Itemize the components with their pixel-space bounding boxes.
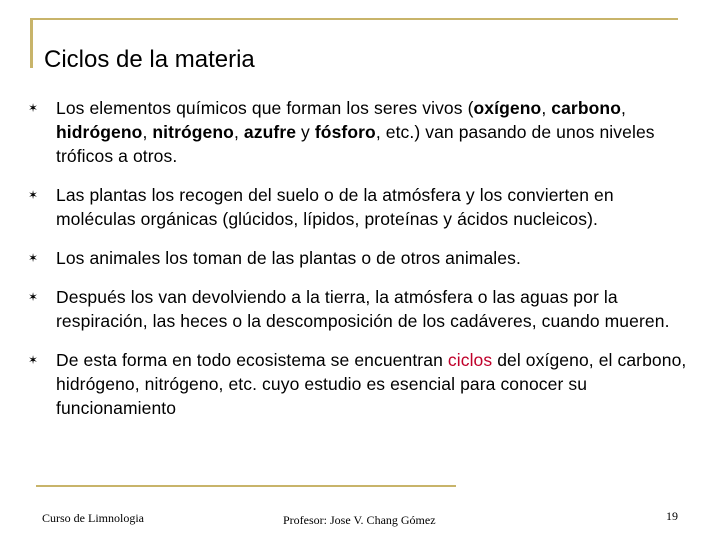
slide-title: Ciclos de la materia [44, 46, 255, 74]
bullet-text [56, 246, 698, 270]
text-run: , [541, 98, 552, 118]
bullet-item [26, 285, 698, 333]
bullet-item [26, 96, 698, 168]
bold-term: hidrógeno [56, 122, 143, 142]
bullet-text [56, 285, 698, 333]
title-top-rule [30, 18, 678, 20]
text-run: del oxígeno, el carbono, hidrógeno, nitrógeno, etc. cuyo estudio es esencial para conocer su funcionamiento [56, 350, 687, 418]
footer-professor: Profesor: Jose V. Chang Gómez [283, 513, 436, 527]
bullet-text [56, 183, 698, 231]
bullet-text [56, 348, 698, 420]
bullet-item [26, 183, 698, 231]
bullet-list [26, 96, 698, 435]
bold-term: nitrógeno [152, 122, 234, 142]
text-run: , [233, 122, 244, 142]
text-run: Las plantas los recogen del suelo o de la atmósfera y los convierten en moléculas orgánicas (glúcidos, lípidos, proteínas y ácidos nucleicos). [56, 185, 614, 229]
star-bullet-icon: ✶ [28, 353, 39, 367]
bold-term: oxígeno [473, 98, 542, 118]
text-run: , etc.) van pasando de unos niveles tróficos a otros. [56, 122, 655, 166]
text-run: , [142, 122, 153, 142]
star-bullet-icon: ✶ [28, 101, 39, 115]
star-bullet-icon: ✶ [28, 188, 39, 202]
footer-course: Curso de Limnologia [42, 511, 144, 525]
footer-rule [36, 485, 456, 487]
bullet-item [26, 348, 698, 420]
text-run: Después los van devolviendo a la tierra, la atmósfera o las aguas por la respiración, las heces o la descomposición de los cadáveres, cuando mueren. [56, 287, 670, 331]
bullet-item [26, 246, 698, 270]
text-run: De esta forma en todo ecosistema se encuentran [56, 350, 448, 370]
text-run: Los animales los toman de las plantas o de otros animales. [56, 248, 521, 268]
page-number: 19 [666, 509, 678, 523]
text-run: , [620, 98, 626, 118]
bold-term: carbono [551, 98, 621, 118]
star-bullet-icon: ✶ [28, 290, 39, 304]
bold-term: azufre [243, 122, 297, 142]
star-bullet-icon: ✶ [28, 251, 39, 265]
highlighted-term: ciclos [447, 350, 493, 370]
text-run: Los elementos químicos que forman los seres vivos ( [56, 98, 474, 118]
bullet-text [56, 96, 698, 168]
text-run: y [296, 122, 315, 142]
title-side-rule [30, 18, 33, 68]
bold-term: fósforo [314, 122, 376, 142]
